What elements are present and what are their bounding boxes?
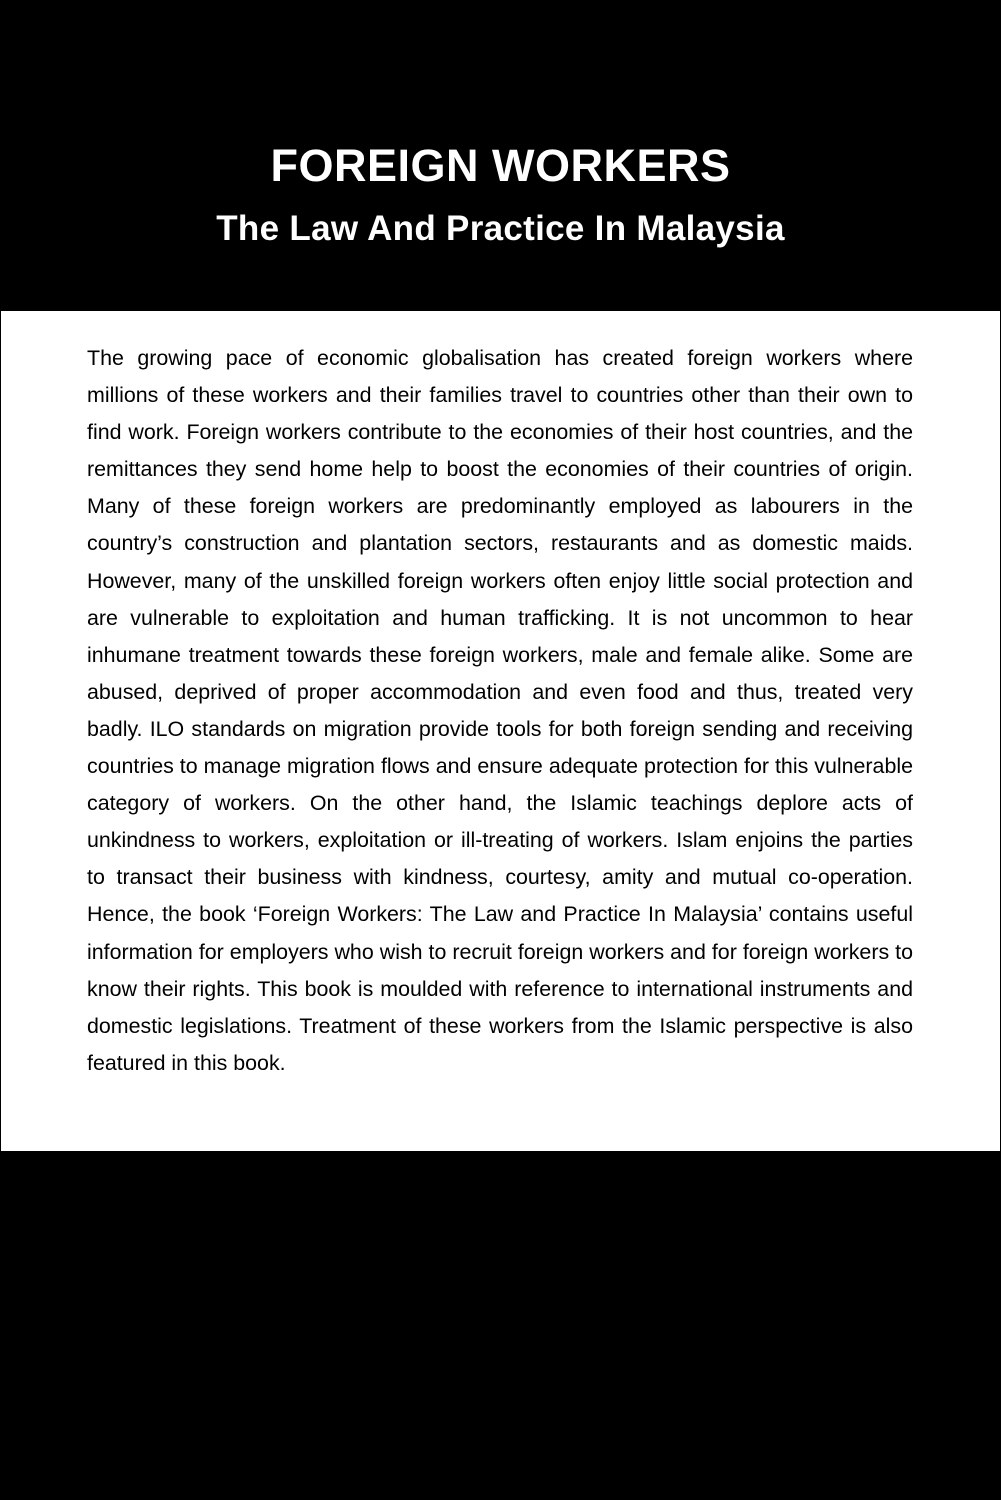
header-band: [0, 0, 1001, 311]
blurb-text: The growing pace of economic globalisation has created foreign workers where millions of these workers and their families travel to countries other than their own to find work. Foreign workers contribute to the economies of their host countries, and the remittances they send home help to boost the economies of their countries of origin. Many of these foreign workers are predominantly employed as labourers in the country’s construction and plantation sectors, restaurants and as domestic maids. However, many of the unskilled foreign workers often enjoy little social protection and are vulnerable to exploitation and human trafficking. It is not uncommon to hear inhumane treatment towards these foreign workers, male and female alike. Some are abused, deprived of proper accommodation and even food and thus, treated very badly. ILO standards on migration provide tools for both foreign sending and receiving countries to manage migration flows and ensure adequate protection for this vulnerable category of workers. On the other hand, the Islamic teachings deplore acts of unkindness to workers, exploitation or ill-treating of workers. Islam enjoins the parties to transact their business with kindness, courtesy, amity and mutual co-operation. Hence, the book ‘Foreign Workers: The Law and Practice In Malaysia’ contains useful information for employers who wish to recruit foreign workers and for foreign workers to know their rights. This book is moulded with reference to international instruments and domestic legislations. Treatment of these workers from the Islamic perspective is also featured in this book.: [87, 346, 913, 1075]
footer-band: [0, 1151, 1001, 1500]
book-subtitle: The Law And Practice In Malaysia: [216, 209, 785, 248]
book-title: FOREIGN WORKERS: [270, 140, 731, 191]
